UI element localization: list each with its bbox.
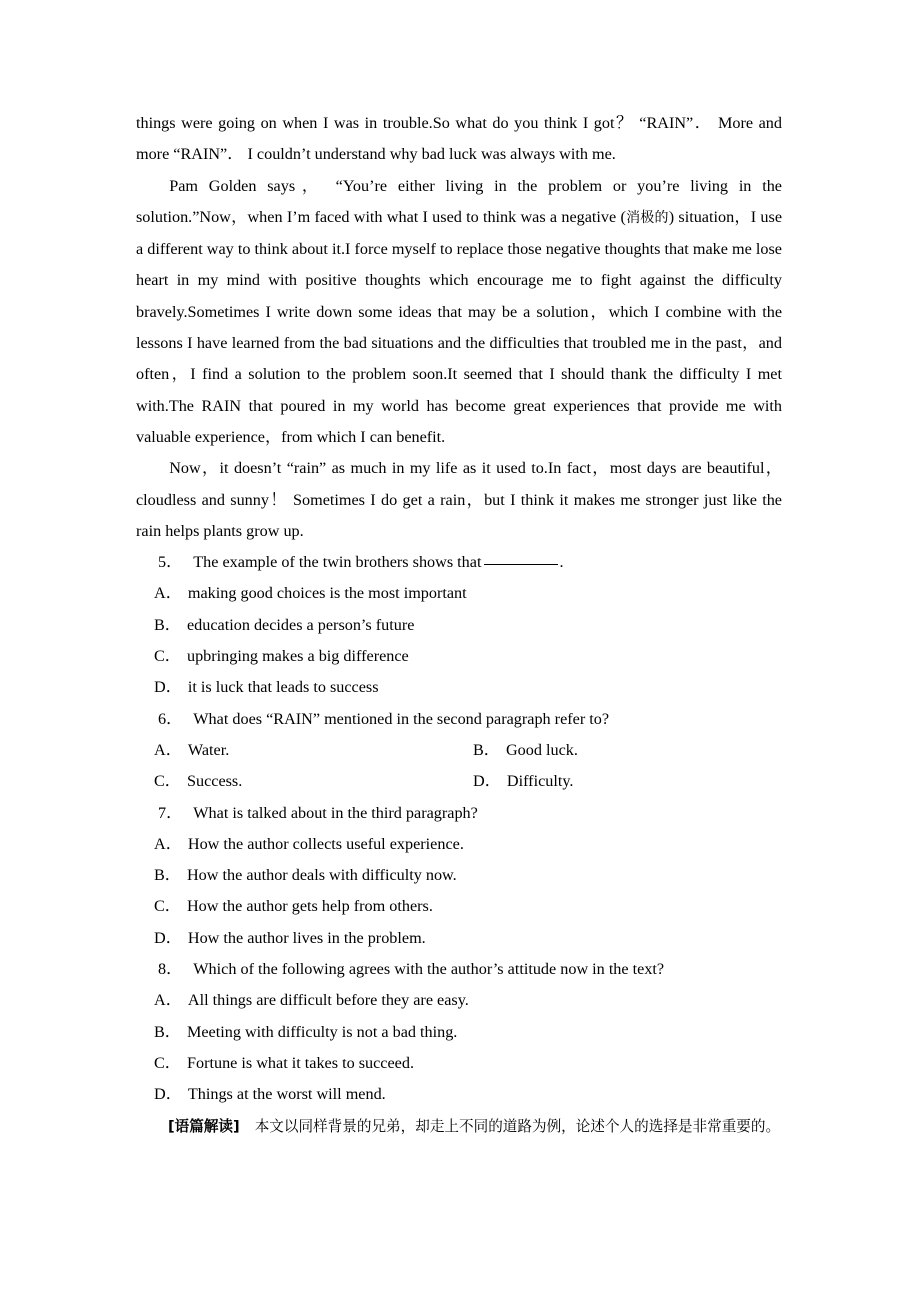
question-6-stem-text: What does “RAIN” mentioned in the second paragraph refer to? — [193, 709, 610, 728]
question-6-option-a[interactable] — [136, 735, 473, 766]
option-label: C． — [154, 772, 181, 791]
question-5-option-b[interactable] — [136, 610, 782, 641]
question-6-option-c[interactable] — [136, 766, 473, 797]
question-7-option-d[interactable] — [136, 923, 782, 954]
question-8-option-a[interactable] — [136, 985, 782, 1016]
question-6-number: 6． — [158, 709, 183, 728]
option-label: D． — [154, 678, 182, 697]
option-label: D． — [473, 772, 501, 791]
option-text: How the author collects useful experience. — [187, 834, 464, 853]
question-5-answer-blank[interactable] — [484, 564, 558, 565]
question-6-option-row-1 — [136, 735, 782, 766]
question-8-option-c[interactable] — [136, 1048, 782, 1079]
body-paragraph-3: Now，it doesn’t “rain” as much in my life as it used to.In fact，most days are beautiful，cloudless and sunny！ Sometimes I do get a rain，but I think it makes me stronger just like the rain helps plants grow up. — [136, 459, 782, 540]
option-label: C． — [154, 647, 181, 666]
question-6-option-d[interactable] — [473, 766, 573, 797]
question-5-option-d[interactable] — [136, 672, 782, 703]
option-text: How the author lives in the problem. — [187, 928, 426, 947]
question-7-option-c[interactable] — [136, 891, 782, 922]
option-text: Fortune is what it takes to succeed. — [186, 1053, 415, 1072]
option-text: Water. — [187, 740, 230, 759]
question-6-option-row-2 — [136, 766, 782, 797]
option-text: education decides a person’s future — [186, 615, 415, 634]
paragraph-2-text-after-gloss: ) situation，I use a different way to think about it.I force myself to replace those negative thoughts that make me lose heart in my mind with positive thoughts which encourage me to fight against the difficulty bravely.Sometimes I write down some ideas that may be a solution，which I combine with the lessons I have learned from the bad situations and the difficulties that troubled me in the past，and often，I find a solution to the problem soon.It seemed that I should thank the difficulty I met with.The RAIN that poured in my world has become great experiences that provide me with valuable experience，from which I can benefit. — [136, 207, 783, 446]
option-text: Difficulty. — [506, 772, 574, 791]
option-label: B． — [154, 866, 181, 885]
question-8-option-d[interactable] — [136, 1079, 782, 1110]
question-8-stem-text: Which of the following agrees with the author’s attitude now in the text? — [193, 960, 665, 979]
question-7-option-a[interactable] — [136, 829, 782, 860]
option-text: All things are difficult before they are easy. — [187, 991, 469, 1010]
option-label: A． — [154, 740, 182, 759]
option-label: D． — [154, 928, 182, 947]
option-text: it is luck that leads to success — [187, 678, 379, 697]
question-5-stem-text: The example of the twin brothers shows that — [193, 553, 482, 572]
option-text: Good luck. — [505, 740, 578, 759]
option-text: How the author deals with difficulty now. — [186, 866, 457, 885]
question-7-number: 7． — [158, 803, 183, 822]
option-text: upbringing makes a big difference — [186, 647, 409, 666]
option-text: Success. — [186, 772, 243, 791]
question-7-option-b[interactable] — [136, 860, 782, 891]
option-label: A． — [154, 584, 182, 603]
body-paragraph-2 — [136, 171, 782, 454]
option-label: D． — [154, 1085, 182, 1104]
question-8-stem — [136, 954, 782, 985]
passage-analysis-tag: [语篇解读] — [167, 1117, 240, 1135]
question-8-number: 8． — [158, 960, 183, 979]
option-label: A． — [154, 834, 182, 853]
question-5-trailing-period: . — [559, 553, 564, 572]
option-label: C． — [154, 897, 181, 916]
paragraph-2-text-before-gloss: Pam Golden says， “You’re either living in the problem or you’re living in the solution.”Now，when I’m faced with what I used to think was a negative ( — [136, 176, 782, 226]
option-label: B． — [473, 740, 500, 759]
question-7-stem-text: What is talked about in the third paragraph? — [193, 803, 478, 822]
option-text: Meeting with difficulty is not a bad thing. — [186, 1022, 458, 1041]
option-label: B． — [154, 615, 181, 634]
option-text: How the author gets help from others. — [186, 897, 433, 916]
document-page — [136, 108, 782, 1142]
question-5-stem — [136, 547, 782, 578]
body-paragraph-1: things were going on when I was in trouble.So what do you think I got？ “RAIN”． More and more “RAIN”． I couldn’t understand why bad luck was always with me. — [136, 114, 782, 164]
option-text: making good choices is the most important — [187, 584, 467, 603]
option-label: C． — [154, 1053, 181, 1072]
question-6-option-b[interactable] — [473, 735, 578, 766]
chinese-gloss-negative: 消极的 — [625, 209, 669, 226]
question-5-option-a[interactable] — [136, 578, 782, 609]
option-label: A． — [154, 991, 182, 1010]
option-text: Things at the worst will mend. — [187, 1085, 386, 1104]
passage-analysis-body: 本文以同样背景的兄弟，却走上不同的道路为例，论述个人的选择是非常重要的。 — [254, 1117, 781, 1135]
question-7-stem — [136, 798, 782, 829]
question-6-stem — [136, 704, 782, 735]
passage-analysis-note — [136, 1111, 782, 1142]
option-label: B． — [154, 1022, 181, 1041]
question-8-option-b[interactable] — [136, 1017, 782, 1048]
question-5-option-c[interactable] — [136, 641, 782, 672]
question-5-number: 5． — [158, 553, 183, 572]
